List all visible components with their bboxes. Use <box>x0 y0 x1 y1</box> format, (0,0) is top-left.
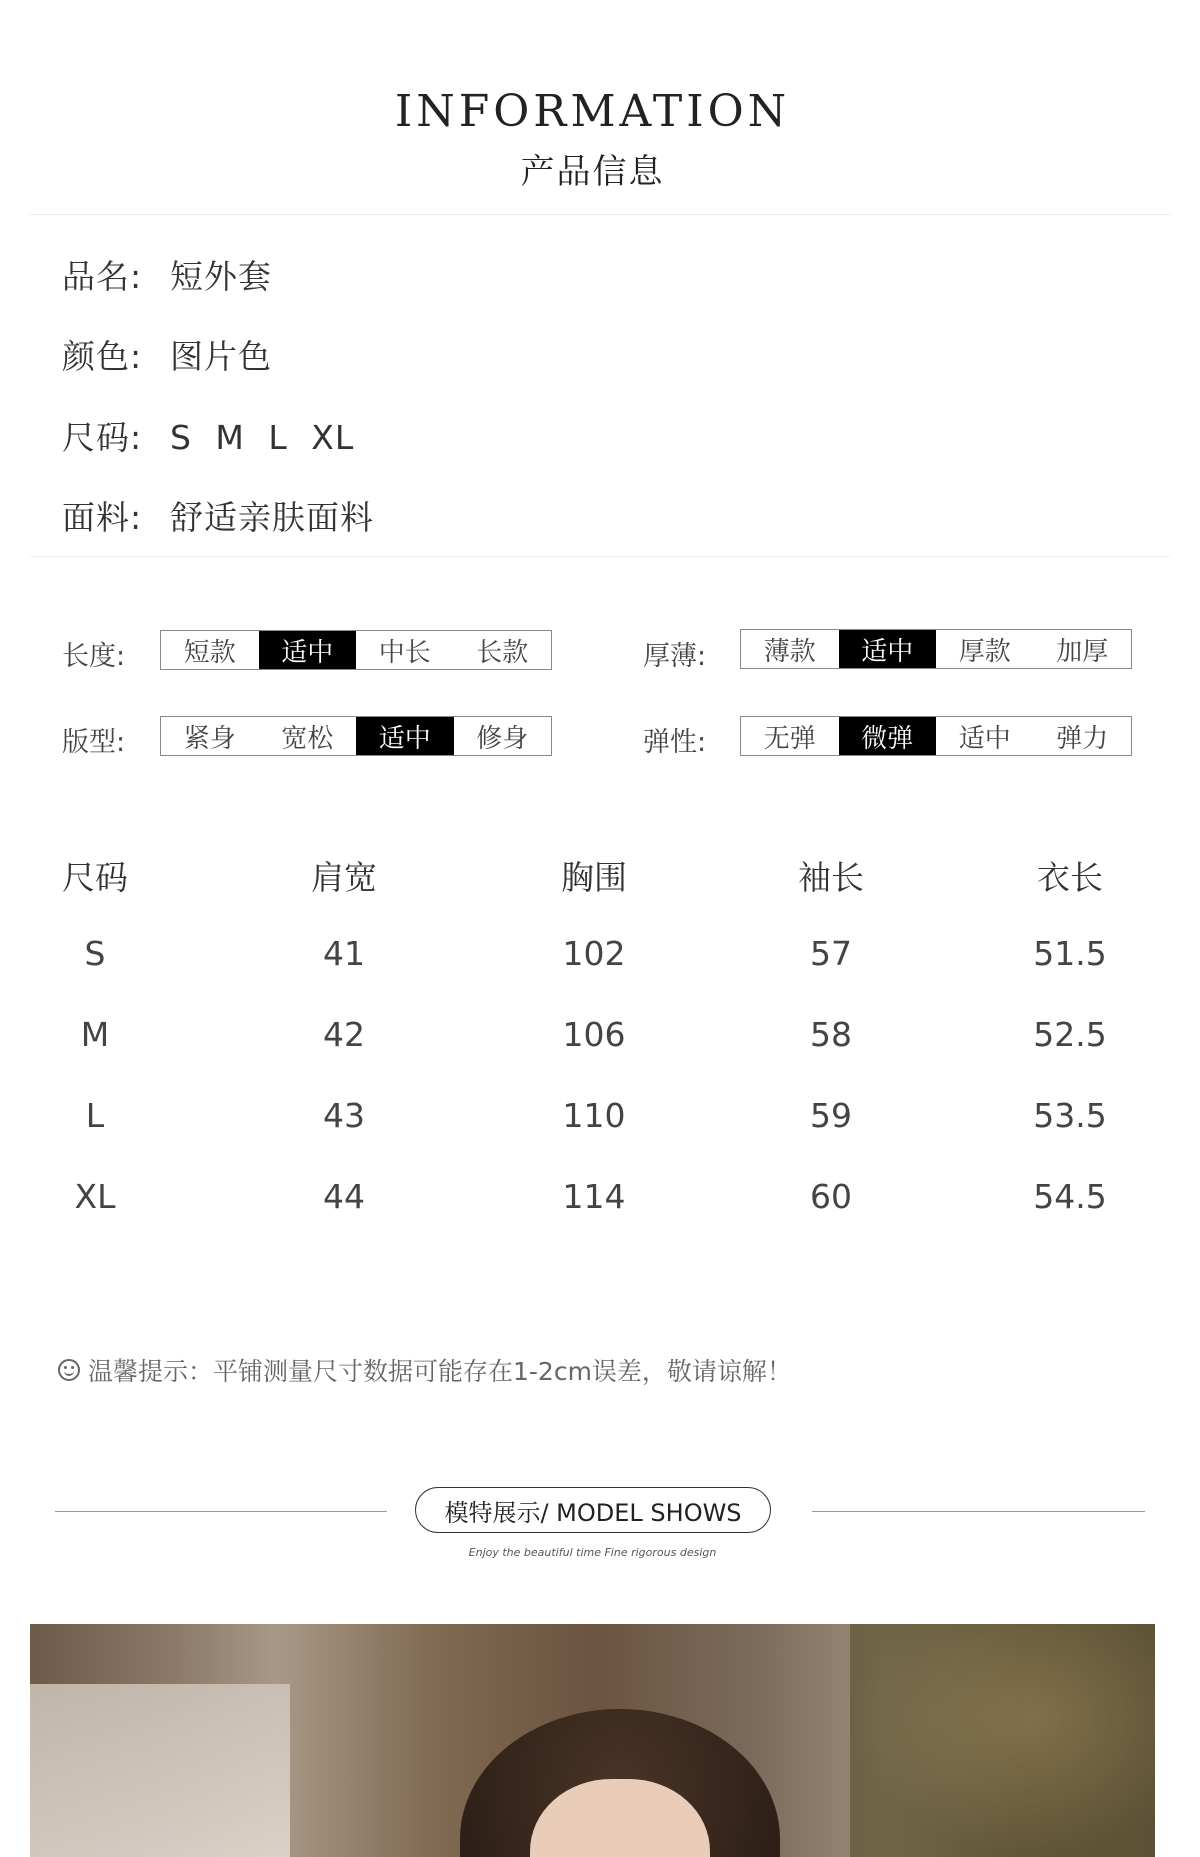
option-chip: 适中 <box>839 630 937 668</box>
table-header: 袖长 <box>798 858 864 897</box>
option-chip: 修身 <box>476 723 529 754</box>
attr-label-fit: 版型: <box>62 727 126 758</box>
table-cell: 60 <box>810 1177 852 1216</box>
info-row-fabric <box>62 492 374 539</box>
table-cell: 106 <box>562 1015 626 1054</box>
fit-options <box>160 716 552 756</box>
table-cell: 52.5 <box>1033 1015 1107 1054</box>
table-header: 肩宽 <box>311 858 377 897</box>
table-cell: 54.5 <box>1033 1177 1107 1216</box>
divider-right <box>812 1511 1145 1512</box>
info-row-name <box>62 251 272 298</box>
model-shows-title: 模特展示/ MODEL SHOWS <box>444 1498 742 1527</box>
table-cell: 43 <box>323 1096 365 1135</box>
option-chip: 短款 <box>183 637 236 668</box>
option-chip: 薄款 <box>763 636 816 667</box>
table-cell: 114 <box>562 1177 626 1216</box>
option-chip: 弹力 <box>1056 723 1109 754</box>
option-chip: 宽松 <box>281 723 334 754</box>
info-label: 品名: <box>62 257 143 296</box>
info-value: 舒适亲肤面料 <box>170 498 374 537</box>
table-cell: 41 <box>323 934 365 973</box>
option-chip: 加厚 <box>1056 636 1109 667</box>
table-cell: 57 <box>810 934 852 973</box>
info-row-size <box>62 412 354 459</box>
table-cell: 44 <box>323 1177 365 1216</box>
table-cell: 51.5 <box>1033 934 1107 973</box>
table-cell: 42 <box>323 1015 365 1054</box>
table-cell: L <box>85 1096 105 1135</box>
option-chip: 紧身 <box>183 723 236 754</box>
info-value: S M L XL <box>170 418 355 457</box>
tip-text: 温馨提示：平铺测量尺寸数据可能存在1-2cm误差，敬请谅解！ <box>88 1357 792 1386</box>
table-header: 胸围 <box>561 858 627 897</box>
divider-left <box>55 1511 387 1512</box>
section-title-cn: 产品信息 <box>520 152 665 192</box>
option-chip: 中长 <box>378 637 431 668</box>
model-photo <box>30 1624 1155 1857</box>
table-cell: 58 <box>810 1015 852 1054</box>
model-shows-badge <box>415 1487 771 1533</box>
option-chip: 适中 <box>958 723 1011 754</box>
smiley-icon <box>58 1359 80 1381</box>
thickness-options <box>740 629 1132 669</box>
option-chip: 微弹 <box>839 717 937 755</box>
info-label: 颜色: <box>62 337 143 376</box>
attr-label-length: 长度: <box>62 641 126 672</box>
divider <box>30 214 1170 215</box>
option-chip: 适中 <box>356 717 454 755</box>
table-header: 尺码 <box>62 858 128 897</box>
section-title-en: INFORMATION <box>394 86 791 137</box>
table-cell: M <box>80 1015 110 1054</box>
table-cell: 110 <box>562 1096 626 1135</box>
info-value: 短外套 <box>170 257 272 296</box>
option-chip: 厚款 <box>958 636 1011 667</box>
measurement-tip <box>58 1352 792 1388</box>
info-label: 尺码: <box>62 418 143 457</box>
model-shows-subtitle: Enjoy the beautiful time Fine rigorous design <box>468 1546 717 1559</box>
table-cell: 102 <box>562 934 626 973</box>
attr-label-thickness: 厚薄: <box>643 641 707 672</box>
option-chip: 长款 <box>476 637 529 668</box>
attr-label-elasticity: 弹性: <box>643 727 707 758</box>
table-cell: S <box>84 934 106 973</box>
table-header: 衣长 <box>1037 858 1103 897</box>
elasticity-options <box>740 716 1132 756</box>
photo-background-blur <box>30 1684 290 1857</box>
table-cell: XL <box>74 1177 116 1216</box>
option-chip: 适中 <box>259 631 357 669</box>
photo-foliage-blur <box>850 1624 1155 1857</box>
info-value: 图片色 <box>170 337 272 376</box>
divider <box>30 556 1170 557</box>
length-options <box>160 630 552 670</box>
info-row-color <box>62 331 272 378</box>
option-chip: 无弹 <box>763 723 816 754</box>
table-cell: 59 <box>810 1096 852 1135</box>
table-cell: 53.5 <box>1033 1096 1107 1135</box>
info-label: 面料: <box>62 498 143 537</box>
